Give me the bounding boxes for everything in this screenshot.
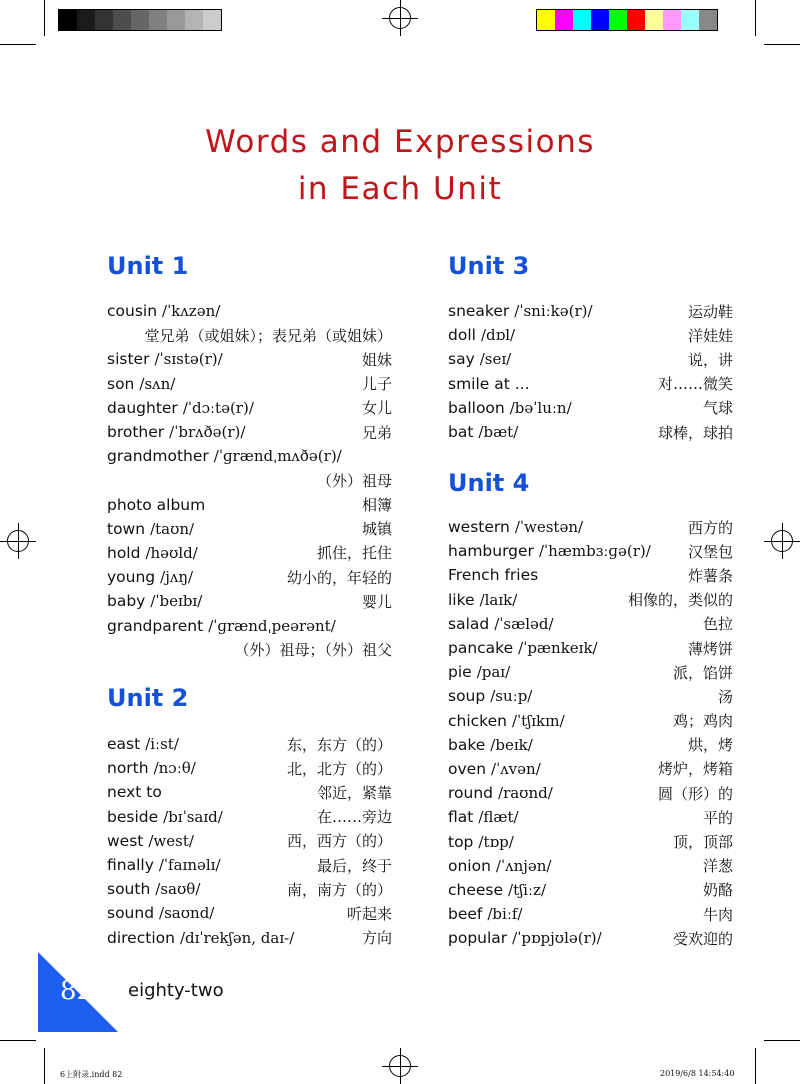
word-term bbox=[107, 568, 193, 586]
color-swatch bbox=[131, 10, 149, 30]
chinese-meaning: 汉堡包 bbox=[687, 542, 733, 561]
word-term bbox=[448, 736, 533, 754]
color-swatch bbox=[627, 10, 645, 30]
phonetic: /ˈsniːkə(r)/ bbox=[514, 302, 593, 321]
phonetic: /ˈpɒpjʊlə(r)/ bbox=[512, 929, 602, 948]
word-entry bbox=[107, 372, 392, 396]
word-entry bbox=[448, 588, 733, 612]
word-term bbox=[107, 399, 254, 417]
english-word: say bbox=[448, 350, 475, 369]
phonetic: /saʊθ/ bbox=[155, 880, 201, 899]
crop-mark bbox=[755, 1048, 756, 1084]
word-entry bbox=[107, 805, 392, 829]
crop-mark bbox=[44, 0, 45, 36]
word-entry bbox=[448, 781, 733, 805]
phonetic: /ˈsæləd/ bbox=[494, 614, 554, 633]
word-term bbox=[107, 447, 342, 465]
english-word: brother bbox=[107, 423, 165, 442]
english-word: east bbox=[107, 735, 141, 754]
chinese-meaning: 圆（形）的 bbox=[657, 784, 733, 803]
unit4-heading: Unit 4 bbox=[448, 469, 530, 497]
english-word: chicken bbox=[448, 711, 507, 730]
word-term bbox=[448, 542, 651, 560]
phonetic: /həʊld/ bbox=[145, 543, 198, 562]
chinese-meaning: （外）祖母 bbox=[316, 471, 392, 490]
color-swatch bbox=[573, 10, 591, 30]
chinese-meaning: 婴儿 bbox=[361, 592, 392, 611]
phonetic: /nɔːθ/ bbox=[153, 759, 196, 778]
word-term bbox=[448, 784, 553, 802]
chinese-meaning: 球棒，球拍 bbox=[657, 423, 733, 442]
word-term bbox=[107, 856, 221, 874]
chinese-meaning: 说，讲 bbox=[687, 350, 733, 369]
word-entry bbox=[107, 444, 392, 468]
english-word: sister bbox=[107, 350, 150, 369]
phonetic: /ˈhæmbɜːɡə(r)/ bbox=[538, 542, 651, 561]
word-term bbox=[448, 518, 583, 536]
word-entry bbox=[448, 733, 733, 757]
chinese-meaning: 烤炉，烤箱 bbox=[657, 760, 733, 779]
chinese-meaning: 听起来 bbox=[346, 904, 392, 923]
phonetic: /ˈbeɪbɪ/ bbox=[150, 592, 203, 611]
english-word: hamburger bbox=[448, 542, 534, 561]
chinese-meaning: 牛肉 bbox=[702, 905, 733, 924]
english-word: flat bbox=[448, 808, 474, 827]
word-entry bbox=[107, 829, 392, 853]
word-entry bbox=[448, 878, 733, 902]
registration-mark-left bbox=[0, 523, 36, 559]
word-term bbox=[448, 375, 530, 393]
word-term bbox=[448, 615, 554, 633]
chinese-meaning: 相像的，类似的 bbox=[627, 591, 733, 610]
word-entry bbox=[107, 901, 392, 925]
english-word: young bbox=[107, 568, 156, 587]
print-timestamp: 2019/6/8 14:54:40 bbox=[660, 1069, 735, 1078]
phonetic: /ˈʌvən/ bbox=[491, 759, 541, 778]
word-entry bbox=[107, 853, 392, 877]
chinese-meaning: 气球 bbox=[702, 399, 733, 418]
word-entry bbox=[107, 420, 392, 444]
word-entry bbox=[448, 539, 733, 563]
chinese-meaning: 奶酪 bbox=[702, 881, 733, 900]
chinese-meaning: 姐妹 bbox=[361, 350, 392, 369]
word-term bbox=[448, 881, 546, 899]
phonetic: /jʌŋ/ bbox=[160, 568, 194, 587]
page-number: 82 bbox=[60, 976, 94, 1006]
word-term bbox=[448, 326, 515, 344]
word-term bbox=[448, 712, 565, 730]
chinese-meaning: 东，东方（的） bbox=[286, 735, 392, 754]
word-entry bbox=[107, 732, 392, 756]
english-word: French fries bbox=[448, 566, 539, 585]
chinese-meaning: （外）祖母；（外）祖父 bbox=[234, 641, 392, 660]
chinese-meaning: 兄弟 bbox=[361, 423, 392, 442]
color-swatch bbox=[699, 10, 717, 30]
english-word: west bbox=[107, 831, 144, 850]
word-entry bbox=[107, 347, 392, 371]
english-word: grandmother bbox=[107, 447, 209, 466]
right-column bbox=[448, 252, 733, 952]
color-swatch bbox=[95, 10, 113, 30]
phonetic: /ˈfaɪnəlɪ/ bbox=[158, 856, 221, 875]
word-entry bbox=[107, 517, 392, 541]
word-entry bbox=[107, 756, 392, 780]
word-term bbox=[107, 880, 200, 898]
chinese-meaning: 幼小的，年轻的 bbox=[286, 568, 392, 587]
chinese-meaning: 派，馅饼 bbox=[672, 663, 733, 682]
phonetic: /bəˈluːn/ bbox=[509, 398, 572, 417]
word-entry bbox=[448, 854, 733, 878]
chinese-meaning: 堂兄弟（或姐妹）；表兄弟（或姐妹） bbox=[144, 326, 392, 345]
phonetic: /raʊnd/ bbox=[498, 784, 553, 803]
english-word: pancake bbox=[448, 639, 514, 658]
word-entry bbox=[448, 805, 733, 829]
phonetic: /tʃiːz/ bbox=[508, 880, 546, 899]
english-word: sneaker bbox=[448, 302, 510, 321]
chinese-meaning: 西，西方（的） bbox=[286, 832, 392, 851]
left-column bbox=[107, 252, 392, 952]
english-word: like bbox=[448, 590, 475, 609]
chinese-meaning: 受欢迎的 bbox=[672, 929, 733, 948]
word-entry bbox=[448, 347, 733, 371]
phonetic: /ˈpænkeɪk/ bbox=[518, 639, 598, 658]
word-entry bbox=[448, 926, 733, 950]
color-swatch bbox=[77, 10, 95, 30]
word-entry bbox=[107, 613, 392, 637]
english-word: bat bbox=[448, 423, 474, 442]
phonetic: /ˈsɪstə(r)/ bbox=[154, 350, 223, 369]
phonetic: /laɪk/ bbox=[479, 590, 518, 609]
chinese-meaning: 南，南方（的） bbox=[286, 880, 392, 899]
crop-mark bbox=[44, 1048, 45, 1084]
phonetic: /tɒp/ bbox=[478, 832, 514, 851]
chinese-meaning: 方向 bbox=[361, 929, 392, 948]
word-term bbox=[107, 520, 194, 538]
word-term bbox=[448, 302, 593, 320]
english-word: onion bbox=[448, 856, 491, 875]
word-entry bbox=[448, 515, 733, 539]
word-entry bbox=[448, 420, 733, 444]
color-swatch bbox=[537, 10, 555, 30]
phonetic: /saʊnd/ bbox=[159, 904, 215, 923]
chinese-meaning: 对……微笑 bbox=[657, 375, 733, 394]
english-word: next to bbox=[107, 783, 162, 802]
chinese-meaning: 汤 bbox=[717, 687, 733, 706]
phonetic: /bæt/ bbox=[478, 423, 519, 442]
phonetic: /west/ bbox=[148, 831, 194, 850]
chinese-meaning: 相簿 bbox=[361, 496, 392, 515]
phonetic: /iːst/ bbox=[145, 735, 179, 754]
english-word: grandparent bbox=[107, 616, 204, 635]
word-term bbox=[107, 832, 194, 850]
word-entry bbox=[107, 396, 392, 420]
unit3-word-list bbox=[448, 299, 733, 444]
crop-mark bbox=[0, 1040, 36, 1041]
phonetic: /paɪ/ bbox=[476, 663, 511, 682]
english-word: pie bbox=[448, 663, 472, 682]
word-term bbox=[107, 808, 223, 826]
english-word: direction bbox=[107, 928, 175, 947]
word-entry bbox=[448, 636, 733, 660]
phonetic: /taʊn/ bbox=[150, 519, 195, 538]
word-entry bbox=[448, 396, 733, 420]
word-term bbox=[107, 783, 162, 801]
unit4-word-list bbox=[448, 515, 733, 950]
english-word: town bbox=[107, 519, 146, 538]
color-swatch bbox=[185, 10, 203, 30]
phonetic: /ˈɡrændˌmʌðə(r)/ bbox=[213, 447, 342, 466]
unit2-heading: Unit 2 bbox=[107, 684, 189, 712]
crop-mark bbox=[764, 44, 800, 45]
chinese-meaning: 女儿 bbox=[361, 399, 392, 418]
english-word: oven bbox=[448, 759, 487, 778]
english-word: soup bbox=[448, 687, 486, 706]
meaning-continuation bbox=[107, 638, 392, 662]
word-term bbox=[107, 592, 202, 610]
word-term bbox=[107, 350, 223, 368]
english-word: doll bbox=[448, 326, 476, 345]
word-term bbox=[107, 423, 245, 441]
english-word: balloon bbox=[448, 398, 505, 417]
page-title-line1: Words and Expressions bbox=[205, 124, 595, 160]
word-entry bbox=[107, 541, 392, 565]
color-swatch bbox=[609, 10, 627, 30]
color-swatch bbox=[663, 10, 681, 30]
word-entry bbox=[448, 612, 733, 636]
word-term bbox=[448, 857, 551, 875]
meaning-continuation bbox=[107, 468, 392, 492]
english-word: top bbox=[448, 832, 474, 851]
word-entry bbox=[448, 660, 733, 684]
word-term bbox=[107, 617, 336, 635]
chinese-meaning: 薄烤饼 bbox=[687, 639, 733, 658]
english-word: western bbox=[448, 518, 510, 537]
phonetic: /ˈʌnjən/ bbox=[495, 856, 552, 875]
english-word: beside bbox=[107, 807, 159, 826]
phonetic: /dɒl/ bbox=[480, 326, 516, 345]
phonetic: /seɪ/ bbox=[479, 350, 512, 369]
english-word: cousin bbox=[107, 302, 158, 321]
file-slug: 6上附录.indd 82 bbox=[60, 1070, 123, 1079]
page-number-words: eighty-two bbox=[128, 980, 224, 1001]
phonetic: /ˈwestən/ bbox=[514, 518, 584, 537]
english-word: sound bbox=[107, 904, 155, 923]
word-entry bbox=[107, 299, 392, 323]
color-swatch bbox=[59, 10, 77, 30]
word-term bbox=[448, 591, 517, 609]
english-word: beef bbox=[448, 905, 483, 924]
chinese-meaning: 邻近，紧靠 bbox=[316, 783, 392, 802]
unit3-heading: Unit 3 bbox=[448, 252, 530, 280]
meaning-continuation bbox=[107, 323, 392, 347]
page-title-line2: in Each Unit bbox=[297, 171, 503, 207]
english-word: finally bbox=[107, 856, 154, 875]
english-word: daughter bbox=[107, 398, 178, 417]
word-entry bbox=[107, 926, 392, 950]
word-term bbox=[448, 760, 541, 778]
english-word: south bbox=[107, 880, 151, 899]
phonetic: /ˈdɔːtə(r)/ bbox=[182, 398, 254, 417]
chinese-meaning: 炸薯条 bbox=[687, 566, 733, 585]
word-entry bbox=[448, 757, 733, 781]
word-term bbox=[448, 639, 598, 657]
english-word: baby bbox=[107, 592, 146, 611]
english-word: round bbox=[448, 784, 494, 803]
chinese-meaning: 运动鞋 bbox=[687, 302, 733, 321]
word-entry bbox=[107, 565, 392, 589]
color-swatch bbox=[591, 10, 609, 30]
unit2-word-list bbox=[107, 732, 392, 950]
crop-mark bbox=[0, 44, 36, 45]
word-term bbox=[448, 687, 532, 705]
color-swatch bbox=[645, 10, 663, 30]
word-term bbox=[448, 350, 511, 368]
crop-mark bbox=[755, 0, 756, 36]
word-term bbox=[107, 735, 179, 753]
word-term bbox=[107, 759, 196, 777]
chinese-meaning: 洋娃娃 bbox=[687, 326, 733, 345]
word-term bbox=[448, 399, 572, 417]
word-entry bbox=[448, 684, 733, 708]
phonetic: /bɪˈsaɪd/ bbox=[163, 807, 223, 826]
phonetic: /flæt/ bbox=[478, 808, 519, 827]
english-word: north bbox=[107, 759, 149, 778]
phonetic: /suːp/ bbox=[490, 687, 533, 706]
word-entry bbox=[107, 589, 392, 613]
registration-mark-top bbox=[382, 0, 418, 36]
word-term bbox=[107, 302, 220, 320]
english-word: bake bbox=[448, 735, 486, 754]
word-term bbox=[448, 929, 602, 947]
color-bar bbox=[536, 9, 718, 31]
chinese-meaning: 北，北方（的） bbox=[286, 759, 392, 778]
word-term bbox=[448, 905, 523, 923]
phonetic: /sʌn/ bbox=[139, 374, 176, 393]
word-term bbox=[448, 808, 519, 826]
phonetic: /ˈtʃɪkɪn/ bbox=[511, 711, 565, 730]
chinese-meaning: 抓住，托住 bbox=[316, 544, 392, 563]
english-word: son bbox=[107, 374, 135, 393]
word-term bbox=[107, 496, 205, 514]
unit1-word-list bbox=[107, 299, 392, 662]
word-entry bbox=[448, 902, 733, 926]
chinese-meaning: 在……旁边 bbox=[316, 808, 392, 827]
crop-mark bbox=[764, 1040, 800, 1041]
word-entry bbox=[448, 372, 733, 396]
english-word: cheese bbox=[448, 880, 504, 899]
color-swatch bbox=[167, 10, 185, 30]
phonetic: /ˈbrʌðə(r)/ bbox=[169, 423, 246, 442]
color-swatch bbox=[681, 10, 699, 30]
chinese-meaning: 平的 bbox=[702, 808, 733, 827]
chinese-meaning: 鸡；鸡肉 bbox=[672, 712, 733, 731]
chinese-meaning: 顶，顶部 bbox=[672, 833, 733, 852]
chinese-meaning: 洋葱 bbox=[702, 857, 733, 876]
word-entry bbox=[448, 299, 733, 323]
color-swatch bbox=[203, 10, 221, 30]
unit1-heading: Unit 1 bbox=[107, 252, 189, 280]
chinese-meaning: 色拉 bbox=[702, 615, 733, 634]
color-swatch bbox=[555, 10, 573, 30]
chinese-meaning: 最后，终于 bbox=[316, 856, 392, 875]
word-entry bbox=[448, 563, 733, 587]
word-term bbox=[448, 833, 514, 851]
phonetic: /ˈɡrændˌpeərənt/ bbox=[208, 616, 336, 635]
word-entry bbox=[448, 323, 733, 347]
phonetic: /dɪˈrekʃən, daɪ-/ bbox=[179, 928, 295, 947]
chinese-meaning: 城镇 bbox=[361, 520, 392, 539]
word-term bbox=[107, 544, 198, 562]
word-entry bbox=[448, 829, 733, 853]
word-term bbox=[448, 566, 538, 584]
english-word: smile at ... bbox=[448, 374, 530, 393]
english-word: photo album bbox=[107, 495, 206, 514]
chinese-meaning: 西方的 bbox=[687, 518, 733, 537]
word-entry bbox=[107, 780, 392, 804]
word-entry bbox=[107, 493, 392, 517]
chinese-meaning: 烘，烤 bbox=[687, 736, 733, 755]
registration-mark-bottom bbox=[382, 1048, 418, 1084]
word-term bbox=[107, 929, 294, 947]
chinese-meaning: 儿子 bbox=[361, 375, 392, 394]
word-term bbox=[448, 663, 510, 681]
color-swatch bbox=[149, 10, 167, 30]
word-entry bbox=[448, 709, 733, 733]
word-entry bbox=[107, 877, 392, 901]
phonetic: /biːf/ bbox=[487, 905, 523, 924]
color-swatch bbox=[113, 10, 131, 30]
word-term bbox=[107, 375, 175, 393]
phonetic: /beɪk/ bbox=[490, 735, 533, 754]
word-term bbox=[448, 423, 518, 441]
registration-mark-right bbox=[764, 523, 800, 559]
english-word: salad bbox=[448, 614, 490, 633]
english-word: hold bbox=[107, 543, 141, 562]
word-term bbox=[107, 904, 214, 922]
phonetic: /ˈkʌzən/ bbox=[162, 302, 221, 321]
grayscale-bar bbox=[58, 9, 222, 31]
english-word: popular bbox=[448, 929, 508, 948]
